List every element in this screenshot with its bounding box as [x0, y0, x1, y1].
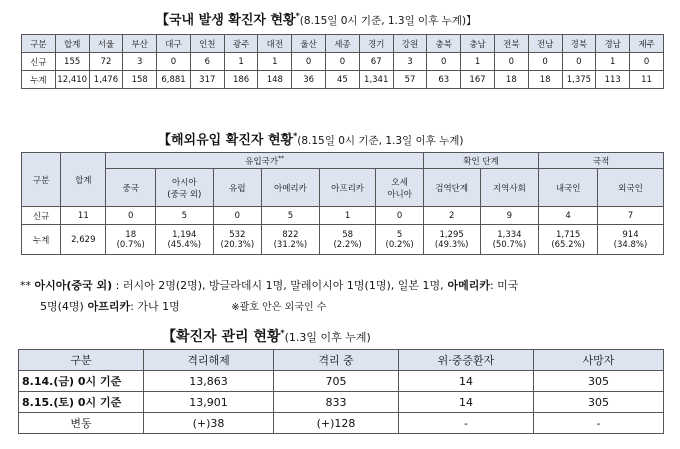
- cum-value: 532: [229, 229, 246, 240]
- cum-value: 1,334: [497, 229, 522, 240]
- table-cell: 57: [393, 71, 427, 89]
- footnote-america-label: 아메리카: [443, 279, 490, 292]
- table-cell: 1,375: [562, 71, 596, 89]
- footnote-asia-label: 아시아(중국 외): [34, 279, 113, 292]
- footnote-line-2: [40, 298, 326, 314]
- cum-value: 5: [396, 229, 403, 240]
- management-title: 【확진자 관리 현황*(1.3일 이후 누계): [162, 328, 371, 345]
- table-cell: [423, 225, 480, 255]
- header-line: (중국 외): [167, 189, 202, 200]
- table-cell: 누계: [22, 225, 61, 255]
- row-label: 8.15.(토) 0시 기준: [19, 392, 144, 413]
- table-cell: 186: [224, 71, 258, 89]
- header-cell: 광주: [224, 35, 258, 53]
- header-cell: 아메리카: [262, 169, 320, 207]
- header-cell: 강원: [393, 35, 427, 53]
- cum-value: 58: [342, 229, 354, 240]
- cum-percent: (0.2%): [385, 239, 414, 250]
- table-cell: [598, 225, 664, 255]
- group-label: 유입국가: [245, 156, 279, 167]
- table-cell: 0: [376, 207, 423, 225]
- imported-group-row: [22, 153, 664, 169]
- table-cell: 833: [274, 392, 399, 413]
- header-cell: 구분: [22, 35, 56, 53]
- table-cell: 3: [393, 53, 427, 71]
- table-cell: 0: [326, 53, 360, 71]
- table-cell: 12,410: [55, 71, 89, 89]
- management-table: [18, 349, 664, 434]
- header-cell: 부산: [123, 35, 157, 53]
- imported-header-row: [22, 169, 664, 207]
- cum-percent: (0.7%): [116, 239, 145, 250]
- header-cell: 대구: [157, 35, 191, 53]
- table-cell: 신규: [22, 53, 56, 71]
- table-cell: 1: [319, 207, 376, 225]
- table-cell: 6,881: [157, 71, 191, 89]
- table-cell: 0: [494, 53, 528, 71]
- management-header-row: [19, 350, 664, 371]
- cum-value: 1,194: [172, 229, 197, 240]
- header-cell: 전남: [528, 35, 562, 53]
- domestic-cumulative-row: [22, 71, 664, 89]
- table-cell: 13,901: [144, 392, 274, 413]
- cum-percent: (49.3%): [434, 239, 469, 250]
- domestic-title-sub: (8.15일 0시 기준, 1.3일 이후 누계)】: [299, 15, 477, 27]
- cum-percent: (50.7%): [492, 239, 527, 250]
- header-cell: 확인 단계: [423, 153, 538, 169]
- header-cell: 충남: [461, 35, 495, 53]
- table-cell: 18: [494, 71, 528, 89]
- header-cell: 외국인: [598, 169, 664, 207]
- domestic-header-row: [22, 35, 664, 53]
- table-cell: 1,476: [89, 71, 123, 89]
- table-cell: 5: [262, 207, 320, 225]
- cum-value: 914: [622, 229, 639, 240]
- imported-new-row: [22, 207, 664, 225]
- imported-title-sub: (8.15일 0시 기준, 1.3일 이후 누계): [297, 135, 464, 147]
- imported-cumulative-row: [22, 225, 664, 255]
- table-cell: 148: [258, 71, 292, 89]
- table-cell: 1: [224, 53, 258, 71]
- table-cell: 45: [326, 71, 360, 89]
- row-label: 8.14.(금) 0시 기준: [19, 371, 144, 392]
- management-title-main: 【확진자 관리 현황: [162, 329, 281, 345]
- header-cell: 국적: [539, 153, 664, 169]
- header-cell: 전북: [494, 35, 528, 53]
- table-cell: 72: [89, 53, 123, 71]
- table-cell: 18: [528, 71, 562, 89]
- table-cell: [262, 225, 320, 255]
- table-cell: 11: [61, 207, 106, 225]
- cum-percent: (31.2%): [273, 239, 308, 250]
- cum-percent: (45.4%): [167, 239, 202, 250]
- footnote-foreigner-note: ※괄호 안은 외국인 수: [231, 302, 327, 313]
- table-cell: 167: [461, 71, 495, 89]
- header-cell: 구분: [22, 153, 61, 207]
- row-label: 변동: [19, 413, 144, 434]
- table-cell: 6: [190, 53, 224, 71]
- table-cell: 2: [423, 207, 480, 225]
- footnote-africa-text: : 가나 1명: [130, 300, 180, 313]
- table-cell: -: [399, 413, 534, 434]
- table-cell: 2,629: [61, 225, 106, 255]
- table-cell: 155: [55, 53, 89, 71]
- header-cell: 내국인: [539, 169, 598, 207]
- table-cell: 1: [596, 53, 630, 71]
- footnote-america-text: : 미국: [489, 279, 519, 292]
- table-cell: [213, 225, 261, 255]
- cum-value: 1,715: [555, 229, 581, 240]
- table-cell: 0: [106, 207, 155, 225]
- table-cell: 1: [258, 53, 292, 71]
- cum-percent: (20.3%): [220, 239, 255, 250]
- cum-percent: (34.8%): [613, 239, 648, 250]
- table-cell: 63: [427, 71, 461, 89]
- header-cell: 경남: [596, 35, 630, 53]
- imported-title: 【해외유입 확진자 현황*(8.15일 0시 기준, 1.3일 이후 누계): [158, 131, 464, 148]
- table-cell: 신규: [22, 207, 61, 225]
- table-cell: [319, 225, 376, 255]
- table-cell: 9: [480, 207, 539, 225]
- table-cell: 0: [292, 53, 326, 71]
- domestic-table: [21, 34, 664, 89]
- table-cell: 0: [157, 53, 191, 71]
- header-cell: 검역단계: [423, 169, 480, 207]
- management-row: [19, 371, 664, 392]
- table-cell: 36: [292, 71, 326, 89]
- domestic-new-row: [22, 53, 664, 71]
- table-cell: 305: [534, 371, 664, 392]
- footnote-line-1: [20, 277, 518, 293]
- header-cell: 중국: [106, 169, 155, 207]
- table-cell: 1,341: [359, 71, 393, 89]
- table-cell: 305: [534, 392, 664, 413]
- table-cell: 317: [190, 71, 224, 89]
- footnote-africa-label: 아프리카: [83, 300, 131, 313]
- cum-value: 1,295: [439, 229, 464, 240]
- cum-value: 18: [125, 229, 137, 240]
- table-cell: 11: [630, 71, 664, 89]
- table-cell: 14: [399, 371, 534, 392]
- footnote-asia-text: : 러시아 2명(2명), 방글라데시 1명, 말레이시아 1명(1명), 일본 1명,: [112, 279, 444, 292]
- header-cell: 제주: [630, 35, 664, 53]
- domestic-title-main: 【국내 발생 확진자 현황: [156, 13, 296, 28]
- header-cell: [155, 169, 213, 207]
- table-cell: 113: [596, 71, 630, 89]
- table-cell: [155, 225, 213, 255]
- management-title-sub: (1.3일 이후 누계): [284, 331, 371, 344]
- cum-percent: (65.2%): [551, 239, 585, 250]
- table-cell: 1: [461, 53, 495, 71]
- table-cell: 4: [539, 207, 598, 225]
- table-cell: 0: [562, 53, 596, 71]
- header-line: 아니아: [387, 189, 412, 200]
- header-cell: 격리해제: [144, 350, 274, 371]
- header-cell: 충북: [427, 35, 461, 53]
- header-cell: 경북: [562, 35, 596, 53]
- table-cell: 0: [213, 207, 261, 225]
- table-cell: 13,863: [144, 371, 274, 392]
- header-line: 아시아: [171, 177, 197, 188]
- header-cell: 격리 중: [274, 350, 399, 371]
- imported-title-main: 【해외유입 확진자 현황: [158, 133, 294, 148]
- table-cell: 5: [155, 207, 213, 225]
- table-cell: (+)38: [144, 413, 274, 434]
- header-cell-country: 유입국가**: [106, 153, 423, 169]
- footnote-marker: **: [20, 279, 31, 292]
- table-cell: 14: [399, 392, 534, 413]
- management-row: [19, 413, 664, 434]
- header-cell: 사망자: [534, 350, 664, 371]
- header-cell: 경기: [359, 35, 393, 53]
- header-cell: 아프리카: [319, 169, 376, 207]
- table-cell: [376, 225, 423, 255]
- table-cell: 0: [630, 53, 664, 71]
- management-row: [19, 392, 664, 413]
- header-cell: 합계: [61, 153, 106, 207]
- header-cell: 유럽: [213, 169, 261, 207]
- header-cell: 합계: [55, 35, 89, 53]
- table-cell: 158: [123, 71, 157, 89]
- cum-value: 822: [282, 229, 299, 240]
- header-cell: 서울: [89, 35, 123, 53]
- table-cell: 705: [274, 371, 399, 392]
- header-cell: 위·중증환자: [399, 350, 534, 371]
- domestic-title: 【국내 발생 확진자 현황*(8.15일 0시 기준, 1.3일 이후 누계)】: [156, 11, 477, 28]
- table-cell: 67: [359, 53, 393, 71]
- header-cell: 대전: [258, 35, 292, 53]
- header-cell: 인천: [190, 35, 224, 53]
- header-line: 오세: [391, 177, 408, 188]
- header-cell: [376, 169, 423, 207]
- table-cell: (+)128: [274, 413, 399, 434]
- table-cell: [106, 225, 155, 255]
- table-cell: 0: [427, 53, 461, 71]
- header-cell: 지역사회: [480, 169, 539, 207]
- table-cell: 7: [598, 207, 664, 225]
- imported-table: [21, 152, 664, 255]
- footnote-america-count: 5명(4명): [40, 300, 84, 313]
- cum-percent: (2.2%): [333, 239, 362, 250]
- header-cell: 울산: [292, 35, 326, 53]
- table-cell: [480, 225, 539, 255]
- header-cell: 세종: [326, 35, 360, 53]
- table-cell: [539, 225, 598, 255]
- header-cell: 구분: [19, 350, 144, 371]
- table-cell: -: [534, 413, 664, 434]
- table-cell: 3: [123, 53, 157, 71]
- table-cell: 0: [528, 53, 562, 71]
- table-cell: 누계: [22, 71, 56, 89]
